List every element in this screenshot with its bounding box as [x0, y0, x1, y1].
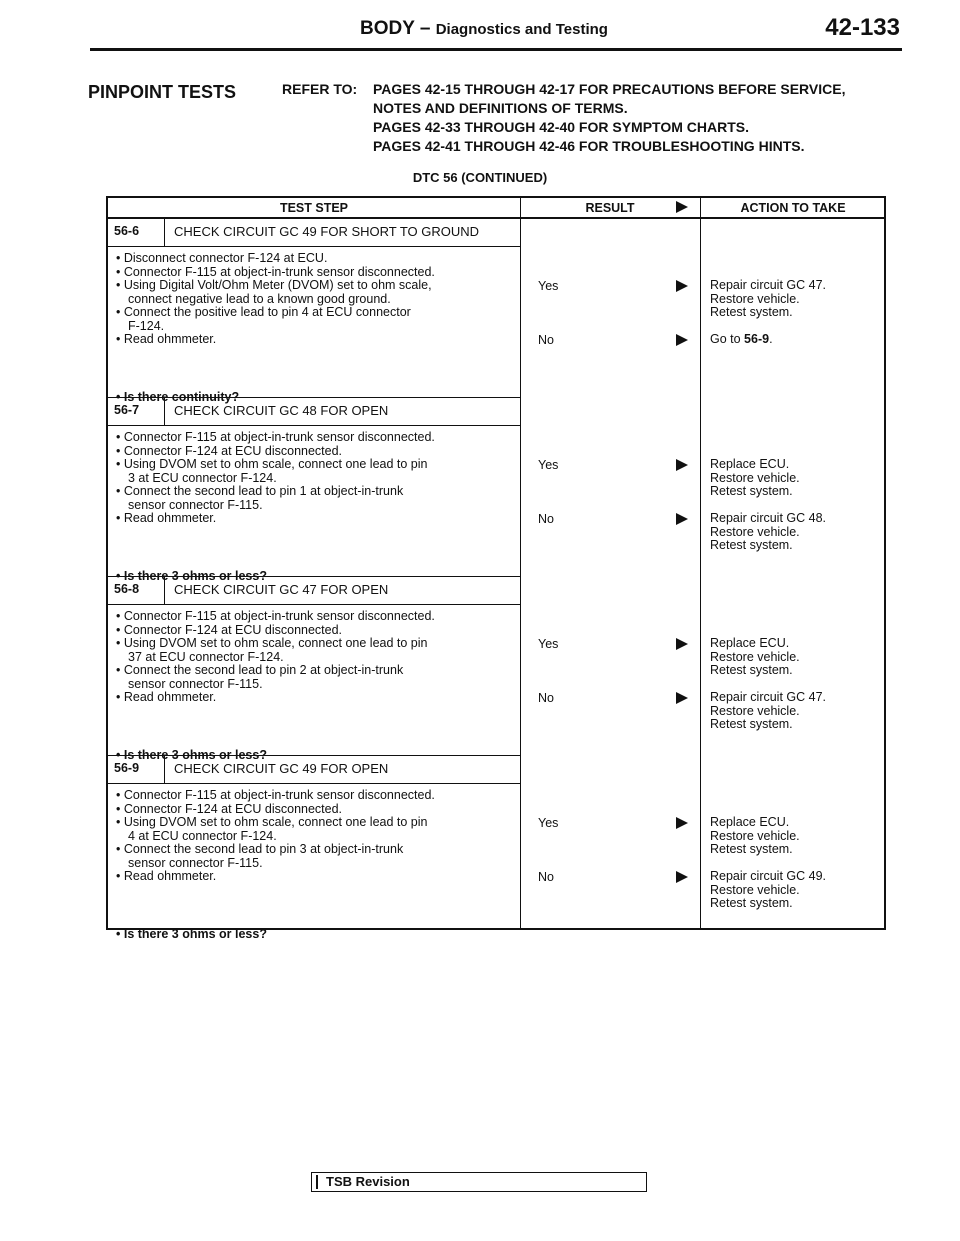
action-line: Repair circuit GC 48. — [710, 511, 827, 525]
action-line: Retest system. — [710, 663, 793, 677]
action-line: Retest system. — [710, 896, 793, 910]
instruction-line: 37 at ECU connector F-124. — [128, 649, 284, 664]
refer-line: PAGES 42-33 THROUGH 42-40 FOR SYMPTOM CHARTS. — [373, 119, 749, 135]
instruction-line: • Read ohmmeter. — [116, 511, 217, 525]
arrow-right-icon — [676, 871, 688, 883]
instruction-line: • Connector F-124 at ECU disconnected. — [116, 443, 343, 458]
action-yes — [710, 816, 880, 857]
action-line: Restore vehicle. — [710, 828, 800, 843]
step-header-rule — [108, 425, 520, 426]
step-instructions — [116, 431, 516, 526]
step-instructions — [116, 789, 516, 884]
test-step-56-6 — [108, 218, 884, 404]
tsb-revision-box: TSB Revision — [311, 1172, 647, 1192]
step-divider — [164, 576, 165, 604]
step-question: • Is there 3 ohms or less? — [116, 927, 267, 941]
header-action: ACTION TO TAKE — [740, 201, 846, 215]
dtc-title: DTC 56 (CONTINUED) — [412, 170, 548, 185]
step-header — [108, 576, 520, 604]
instruction-line: • Read ohmmeter. — [116, 690, 217, 704]
step-title: CHECK CIRCUIT GC 49 FOR OPEN — [174, 761, 389, 776]
step-header — [108, 397, 520, 425]
step-title: CHECK CIRCUIT GC 47 FOR OPEN — [174, 582, 389, 597]
instruction-line: sensor connector F-115. — [128, 855, 263, 870]
test-step-56-9 — [108, 755, 884, 941]
action-yes — [710, 279, 880, 320]
arrow-right-icon — [676, 459, 688, 471]
instruction-line: sensor connector F-115. — [128, 497, 263, 512]
instruction-line: • Connector F-115 at object-in-trunk sensor disconnected. — [116, 788, 435, 802]
instruction-line: sensor connector F-115. — [128, 676, 263, 691]
refer-line: PAGES 42-41 THROUGH 42-46 FOR TROUBLESHOOTING HINTS. — [373, 138, 805, 154]
section-title — [360, 18, 608, 40]
page-number: 42-133 — [825, 14, 900, 41]
test-step-56-8 — [108, 576, 884, 762]
refer-line: NOTES AND DEFINITIONS OF TERMS. — [373, 100, 628, 116]
title-dash: – — [419, 18, 431, 39]
step-title: CHECK CIRCUIT GC 49 FOR SHORT TO GROUND — [174, 224, 480, 239]
step-divider — [164, 218, 165, 246]
result-yes: Yes — [538, 637, 559, 651]
action-line — [710, 333, 880, 347]
step-question: • Is there 3 ohms or less? — [116, 748, 267, 762]
step-divider — [164, 397, 165, 425]
section-name: BODY — [360, 18, 415, 39]
action-line: Restore vehicle. — [710, 882, 800, 897]
instruction-line: • Using DVOM set to ohm scale, connect one lead to pin — [116, 636, 428, 650]
arrow-right-icon — [676, 638, 688, 650]
step-number: 56-8 — [114, 582, 140, 596]
action-yes — [710, 637, 880, 678]
action-suffix: . — [769, 332, 773, 346]
arrow-right-icon — [676, 817, 688, 829]
header-result: RESULT — [585, 201, 635, 215]
result-yes: Yes — [538, 458, 559, 472]
instruction-line: • Connect the second lead to pin 2 at object-in-trunk — [116, 663, 404, 677]
instruction-line: • Connector F-115 at object-in-trunk sensor disconnected. — [116, 264, 435, 279]
step-number: 56-6 — [114, 224, 140, 238]
step-divider — [164, 755, 165, 783]
refer-line: PAGES 42-15 THROUGH 42-17 FOR PRECAUTIONS BEFORE SERVICE, — [373, 81, 846, 97]
action-line: Retest system. — [710, 305, 793, 319]
instruction-line: • Connect the second lead to pin 3 at object-in-trunk — [116, 842, 404, 856]
step-header-rule — [108, 604, 520, 605]
step-header-rule — [108, 783, 520, 784]
step-number: 56-7 — [114, 403, 140, 417]
arrow-right-icon — [676, 201, 688, 213]
action-no — [710, 691, 880, 732]
action-line: Retest system. — [710, 842, 793, 856]
action-no — [710, 333, 880, 347]
action-line: Restore vehicle. — [710, 649, 800, 664]
test-step-56-7 — [108, 397, 884, 583]
step-number: 56-9 — [114, 761, 140, 775]
step-header — [108, 755, 520, 783]
step-instructions — [116, 252, 516, 347]
result-no: No — [538, 512, 554, 526]
action-step-ref: 56-9 — [744, 332, 770, 346]
step-question: • Is there continuity? — [116, 390, 240, 404]
instruction-line: 3 at ECU connector F-124. — [128, 470, 277, 485]
result-no: No — [538, 333, 554, 347]
arrow-right-icon — [676, 334, 688, 346]
instruction-line: • Using Digital Volt/Ohm Meter (DVOM) set to ohm scale, — [116, 278, 432, 292]
step-header — [108, 218, 520, 246]
page-header — [90, 14, 902, 51]
arrow-right-icon — [676, 280, 688, 292]
action-line: Replace ECU. — [710, 636, 790, 650]
instruction-line: F-124. — [128, 318, 165, 333]
section-subtitle: Diagnostics and Testing — [435, 21, 608, 38]
step-header-rule — [108, 246, 520, 247]
instruction-line: • Using DVOM set to ohm scale, connect one lead to pin — [116, 457, 428, 471]
result-yes: Yes — [538, 279, 559, 293]
action-line: Retest system. — [710, 717, 793, 731]
action-line: Retest system. — [710, 484, 793, 498]
arrow-right-icon — [676, 692, 688, 704]
instruction-line: • Connect the positive lead to pin 4 at ECU connector — [116, 305, 411, 319]
pinpoint-test-table — [106, 196, 886, 941]
refer-label: REFER TO: — [282, 81, 358, 97]
pinpoint-heading: PINPOINT TESTS — [88, 82, 237, 102]
instruction-line: • Using DVOM set to ohm scale, connect one lead to pin — [116, 815, 428, 829]
action-prefix: Go to — [710, 332, 745, 346]
action-line: Replace ECU. — [710, 815, 790, 829]
instruction-line: • Read ohmmeter. — [116, 869, 217, 883]
result-no: No — [538, 691, 554, 705]
instruction-line: • Read ohmmeter. — [116, 332, 217, 346]
arrow-right-icon — [676, 513, 688, 525]
result-no: No — [538, 870, 554, 884]
action-line: Restore vehicle. — [710, 291, 800, 306]
instruction-line: connect negative lead to a known good ground. — [128, 291, 391, 306]
action-line: Retest system. — [710, 538, 793, 552]
action-yes — [710, 458, 880, 499]
header-test-step: TEST STEP — [279, 201, 349, 215]
instruction-line: 4 at ECU connector F-124. — [128, 828, 277, 843]
action-line: Restore vehicle. — [710, 524, 800, 539]
action-line: Repair circuit GC 47. — [710, 278, 827, 292]
refer-lines — [373, 80, 913, 156]
action-line: Replace ECU. — [710, 457, 790, 471]
instruction-line: • Connector F-124 at ECU disconnected. — [116, 801, 343, 816]
action-line: Restore vehicle. — [710, 703, 800, 718]
instruction-line: • Connector F-124 at ECU disconnected. — [116, 622, 343, 637]
action-no — [710, 870, 880, 911]
action-no — [710, 512, 880, 553]
action-line: Restore vehicle. — [710, 470, 800, 485]
action-line: Repair circuit GC 47. — [710, 690, 827, 704]
result-yes: Yes — [538, 816, 559, 830]
instruction-line: • Disconnect connector F-124 at ECU. — [116, 251, 328, 265]
step-title: CHECK CIRCUIT GC 48 FOR OPEN — [174, 403, 389, 418]
instruction-line: • Connect the second lead to pin 1 at object-in-trunk — [116, 484, 404, 498]
instruction-line: • Connector F-115 at object-in-trunk sensor disconnected. — [116, 430, 435, 444]
step-instructions — [116, 610, 516, 705]
instruction-line: • Connector F-115 at object-in-trunk sensor disconnected. — [116, 609, 435, 623]
step-question: • Is there 3 ohms or less? — [116, 569, 267, 583]
action-line: Repair circuit GC 49. — [710, 869, 827, 883]
